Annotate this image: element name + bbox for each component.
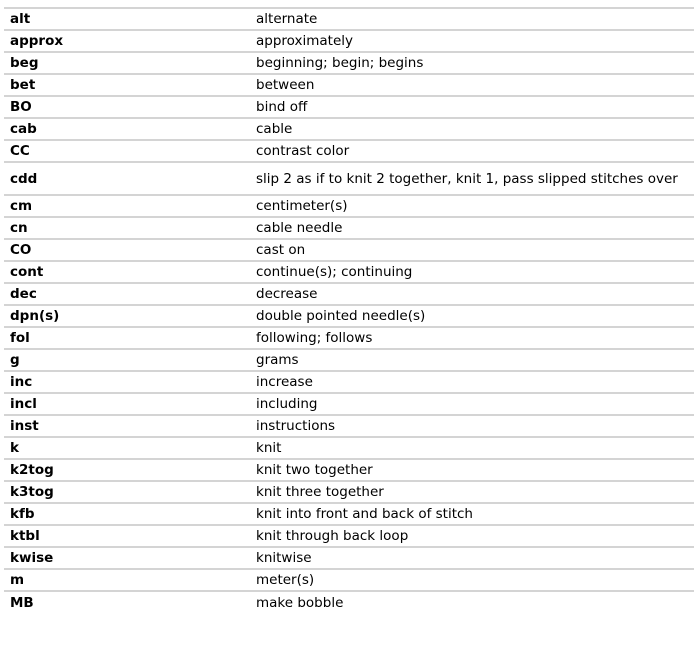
abbreviation-definition: slip 2 as if to knit 2 together, knit 1, pass slipped stitches over [244,162,694,195]
table-row [4,415,694,437]
abbreviation-term: cm [4,195,244,217]
abbreviation-term: k2tog [4,459,244,481]
abbreviation-term: kfb [4,503,244,525]
abbreviation-term: ktbl [4,525,244,547]
table-row [4,239,694,261]
abbreviation-definition: knitwise [244,547,694,569]
abbreviation-term: inst [4,415,244,437]
table-row [4,371,694,393]
table-row [4,8,694,30]
abbreviation-term: CC [4,140,244,162]
abbreviation-definition: cable [244,118,694,140]
table-row [4,283,694,305]
table-row [4,569,694,591]
abbreviation-definition: decrease [244,283,694,305]
table-row [4,118,694,140]
abbreviation-definition: following; follows [244,327,694,349]
table-row [4,503,694,525]
abbreviation-term: inc [4,371,244,393]
abbreviation-term: kwise [4,547,244,569]
table-row [4,74,694,96]
abbreviations-table [4,7,694,613]
abbreviation-definition: cast on [244,239,694,261]
abbreviation-term: CO [4,239,244,261]
abbreviation-definition: double pointed needle(s) [244,305,694,327]
abbreviation-term: m [4,569,244,591]
table-row [4,437,694,459]
abbreviation-definition: knit into front and back of stitch [244,503,694,525]
table-row [4,481,694,503]
abbreviation-term: cdd [4,162,244,195]
abbreviation-term: alt [4,8,244,30]
abbreviation-definition: knit through back loop [244,525,694,547]
table-row [4,217,694,239]
abbreviation-term: cont [4,261,244,283]
abbreviation-definition: continue(s); continuing [244,261,694,283]
abbreviation-term: k [4,437,244,459]
abbreviation-definition: instructions [244,415,694,437]
table-row [4,96,694,118]
abbreviation-term: MB [4,591,244,613]
table-row [4,459,694,481]
table-row [4,162,694,195]
abbreviation-definition: cable needle [244,217,694,239]
abbreviation-definition: beginning; begin; begins [244,52,694,74]
table-row [4,195,694,217]
abbreviation-term: cn [4,217,244,239]
table-row [4,261,694,283]
table-row [4,393,694,415]
abbreviation-definition: bind off [244,96,694,118]
table-row [4,305,694,327]
abbreviations-table-body [4,8,694,613]
abbreviation-term: approx [4,30,244,52]
abbreviation-definition: knit [244,437,694,459]
abbreviation-definition: grams [244,349,694,371]
table-row [4,525,694,547]
table-row [4,547,694,569]
abbreviation-term: k3tog [4,481,244,503]
abbreviation-term: dpn(s) [4,305,244,327]
table-row [4,591,694,613]
abbreviation-term: fol [4,327,244,349]
abbreviation-definition: centimeter(s) [244,195,694,217]
table-row [4,30,694,52]
abbreviation-definition: meter(s) [244,569,694,591]
abbreviation-term: BO [4,96,244,118]
abbreviation-definition: alternate [244,8,694,30]
abbreviation-term: dec [4,283,244,305]
abbreviation-definition: contrast color [244,140,694,162]
abbreviation-definition: make bobble [244,591,694,613]
abbreviation-definition: increase [244,371,694,393]
abbreviation-definition: knit two together [244,459,694,481]
abbreviation-definition: including [244,393,694,415]
abbreviation-term: cab [4,118,244,140]
table-row [4,140,694,162]
abbreviation-term: bet [4,74,244,96]
abbreviation-definition: between [244,74,694,96]
abbreviation-term: g [4,349,244,371]
abbreviation-definition: approximately [244,30,694,52]
table-row [4,349,694,371]
abbreviation-term: incl [4,393,244,415]
abbreviation-term: beg [4,52,244,74]
table-row [4,52,694,74]
table-row [4,327,694,349]
abbreviation-definition: knit three together [244,481,694,503]
